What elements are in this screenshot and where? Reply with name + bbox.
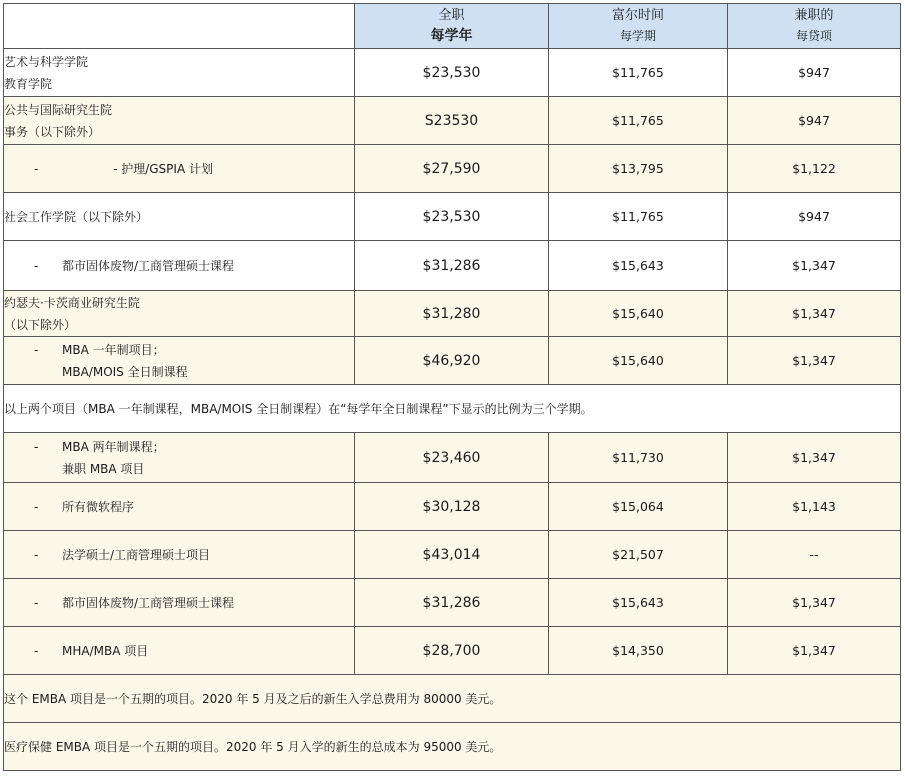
sub-item-dash: - bbox=[34, 439, 39, 454]
credit-cost: $1,347 bbox=[728, 291, 901, 337]
program-name-line2: （以下除外） bbox=[4, 317, 77, 332]
program-name bbox=[4, 241, 355, 291]
term-cost: $15,640 bbox=[549, 291, 728, 337]
credit-cost: $1,347 bbox=[728, 337, 901, 385]
credit-cost: $1,347 bbox=[728, 627, 901, 675]
program-name-line1: - 护理/GSPIA 计划 bbox=[94, 161, 213, 176]
table-row bbox=[4, 291, 901, 337]
program-name-line2: 兼职 MBA 项目 bbox=[62, 461, 145, 476]
credit-cost: $1,347 bbox=[728, 241, 901, 291]
program-name bbox=[4, 483, 355, 531]
table-row bbox=[4, 531, 901, 579]
table-row bbox=[4, 193, 901, 241]
program-name-line1: MHA/MBA 项目 bbox=[62, 643, 149, 658]
full-time-cost: $23,460 bbox=[355, 433, 549, 483]
table-row bbox=[4, 49, 901, 97]
note-row bbox=[4, 385, 901, 433]
credit-cost: -- bbox=[728, 531, 901, 579]
term-cost: $11,765 bbox=[549, 193, 728, 241]
healthcare-emba-note: 医疗保健 EMBA 项目是一个五期的项目。2020 年 5 月入学的新生的总成本为 95000 美元。 bbox=[4, 723, 901, 771]
emba-note: 这个 EMBA 项目是一个五期的项目。2020 年 5 月及之后的新生入学总费用为 80000 美元。 bbox=[4, 675, 901, 723]
program-name bbox=[4, 145, 355, 193]
credit-cost: $947 bbox=[728, 193, 901, 241]
term-cost: $15,643 bbox=[549, 579, 728, 627]
table-row bbox=[4, 241, 901, 291]
sub-item-dash: - bbox=[34, 547, 39, 562]
term-cost: $11,765 bbox=[549, 49, 728, 97]
sub-item-dash: - bbox=[34, 499, 39, 514]
program-name bbox=[4, 531, 355, 579]
table-row bbox=[4, 337, 901, 385]
credit-cost: $1,347 bbox=[728, 433, 901, 483]
credit-cost: $947 bbox=[728, 97, 901, 145]
term-cost: $14,350 bbox=[549, 627, 728, 675]
full-time-cost: S23530 bbox=[355, 97, 549, 145]
header-part-time-label: 兼职的 bbox=[794, 8, 834, 23]
program-name-line1: MBA 两年制课程； bbox=[62, 439, 165, 454]
program-name-line1: 都市固体废物/工商管理硕士课程 bbox=[62, 258, 235, 273]
header-term bbox=[549, 4, 728, 49]
program-name bbox=[4, 337, 355, 385]
credit-cost: $947 bbox=[728, 49, 901, 97]
program-name-line1: 所有微软程序 bbox=[62, 499, 135, 514]
table-row bbox=[4, 579, 901, 627]
full-time-cost: $23,530 bbox=[355, 193, 549, 241]
program-name-line1: 艺术与科学学院 bbox=[4, 54, 89, 69]
term-cost: $15,643 bbox=[549, 241, 728, 291]
term-cost: $13,795 bbox=[549, 145, 728, 193]
three-term-note: 以上两个项目（MBA 一年制课程，MBA/MOIS 全日制课程）在“每学年全日制课程”下显示的比例为三个学期。 bbox=[4, 385, 901, 433]
full-time-cost: $23,530 bbox=[355, 49, 549, 97]
full-time-cost: $31,286 bbox=[355, 241, 549, 291]
full-time-cost: $46,920 bbox=[355, 337, 549, 385]
program-name-line1: 法学硕士/工商管理硕士项目 bbox=[62, 547, 211, 562]
term-cost: $21,507 bbox=[549, 531, 728, 579]
program-name bbox=[4, 579, 355, 627]
program-name-line1: 约瑟夫·卡茨商业研究生院 bbox=[4, 295, 140, 310]
program-name bbox=[4, 97, 355, 145]
program-name-line2: MBA/MOIS 全日制课程 bbox=[62, 364, 188, 379]
sub-item-dash: - bbox=[34, 161, 39, 176]
program-name-line2: 教育学院 bbox=[4, 76, 53, 91]
term-cost: $15,064 bbox=[549, 483, 728, 531]
header-term-label: 富尔时间 bbox=[611, 8, 664, 23]
credit-cost: $1,347 bbox=[728, 579, 901, 627]
sub-item-dash: - bbox=[34, 258, 39, 273]
note-row bbox=[4, 723, 901, 771]
full-time-cost: $30,128 bbox=[355, 483, 549, 531]
term-cost: $15,640 bbox=[549, 337, 728, 385]
program-name-line1: 公共与国际研究生院 bbox=[4, 102, 113, 117]
header-part-time bbox=[728, 4, 901, 49]
table-row bbox=[4, 97, 901, 145]
sub-item-dash: - bbox=[34, 342, 39, 357]
credit-cost: $1,143 bbox=[728, 483, 901, 531]
table-row bbox=[4, 483, 901, 531]
program-name bbox=[4, 291, 355, 337]
program-name-line2: 事务（以下除外） bbox=[4, 124, 101, 139]
sub-item-dash: - bbox=[34, 595, 39, 610]
sub-item-dash: - bbox=[34, 643, 39, 658]
credit-cost: $1,122 bbox=[728, 145, 901, 193]
header-full-time-label: 全职 bbox=[438, 8, 465, 23]
program-name bbox=[4, 627, 355, 675]
program-name bbox=[4, 193, 355, 241]
header-full-time-unit: 每学年 bbox=[430, 28, 473, 44]
program-name bbox=[4, 433, 355, 483]
program-name bbox=[4, 49, 355, 97]
tuition-table bbox=[3, 3, 901, 771]
program-name-line1: MBA 一年制项目； bbox=[62, 342, 165, 357]
header-term-unit: 每学期 bbox=[619, 29, 656, 43]
full-time-cost: $28,700 bbox=[355, 627, 549, 675]
table-row bbox=[4, 145, 901, 193]
header-corner bbox=[4, 4, 355, 49]
full-time-cost: $31,280 bbox=[355, 291, 549, 337]
full-time-cost: $27,590 bbox=[355, 145, 549, 193]
term-cost: $11,765 bbox=[549, 97, 728, 145]
full-time-cost: $43,014 bbox=[355, 531, 549, 579]
table-row bbox=[4, 433, 901, 483]
full-time-cost: $31,286 bbox=[355, 579, 549, 627]
program-name-line1: 社会工作学院（以下除外） bbox=[4, 209, 149, 224]
table-row bbox=[4, 627, 901, 675]
term-cost: $11,730 bbox=[549, 433, 728, 483]
note-row bbox=[4, 675, 901, 723]
header-part-time-unit: 每贷项 bbox=[795, 29, 832, 43]
program-name-line1: 都市固体废物/工商管理硕士课程 bbox=[62, 595, 235, 610]
header-full-time bbox=[355, 4, 549, 49]
